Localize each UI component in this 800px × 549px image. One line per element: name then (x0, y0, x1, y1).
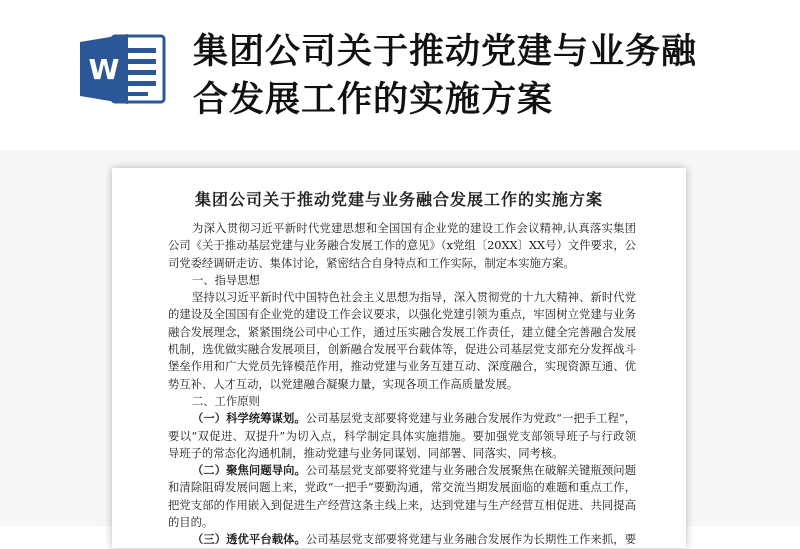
header-title (193, 28, 783, 124)
body-line: 为深入贯彻习近平新时代党建思想和全国国有企业党的建设工作会议精神,认真落实集团 (192, 222, 636, 235)
word-icon-letter: W (88, 53, 120, 86)
body-line: 和清除阻碍发展问题上来，党政“一把手”要勤沟通，常交流当期发展面临的难题和重点工作， (168, 481, 636, 495)
body-line: 坚持以习近平新时代中国特色社会主义思想为指导，深入贯彻党的十九大精神、新时代党 (192, 291, 636, 305)
header-title-line-2: 合发展工作的实施方案 (193, 80, 554, 120)
body-line: 公司《关于推动基层党建与业务融合发展工作的意见》（x党组〔20XX〕XX号）文件要求，公 (168, 239, 636, 253)
header-title-line-1: 集团公司关于推动党建与业务融 (193, 32, 698, 72)
body-line: 要以“双促进、双提升”为切入点，科学制定具体实施措施。要加强党支部领导班子与行政领 (168, 429, 636, 443)
body-line: 的目的。 (168, 516, 214, 530)
section-heading: 一、指导思想 (192, 273, 260, 287)
body-line: 导班子的常态化沟通机制，推动党建与业务同谋划、同部署、同落实、同考核。 (168, 446, 564, 460)
body-line: 把党支部的作用嵌入到促进生产经营这条主线上来，达到党建与生产经营互相促进、共同提高 (168, 498, 636, 512)
paragraph-text: 公司基层党支部要将党建与业务融合发展作为长期性工作来抓，要 (305, 533, 636, 547)
body-line: 司党委经调研走访、集体讨论，紧密结合自身特点和工作实际，制定本实施方案。 (168, 256, 575, 270)
body-line: 融合发展理念，紧紧围绕公司中心工作，通过压实融合发展工作责任，建立健全完善融合发展 (168, 325, 636, 339)
body-line: 机制，选优做实融合发展项目，创新融合发展平台载体等，促进公司基层党支部充分发挥战斗 (168, 343, 636, 357)
body-line (168, 531, 636, 548)
word-document-icon (78, 30, 170, 108)
document-title: 集团公司关于推动党建与业务融合发展工作的实施方案 (194, 190, 603, 209)
document-page (112, 168, 686, 548)
paragraph-text: 公司基层党支部要将党建与业务融合发展作为党政“一把手工程”， (305, 412, 636, 426)
paragraph-lead: （一）科学统筹谋划。 (192, 411, 306, 426)
body-line (168, 410, 636, 427)
document-body (168, 220, 636, 549)
section-heading: 二、工作原则 (192, 394, 260, 408)
header-banner (0, 0, 800, 150)
paragraph-text: 公司基层党支部要将党建与业务融合发展聚焦在破解关键瓶颈问题 (305, 464, 636, 478)
body-line: 堡垒作用和广大党员先锋模范作用，推动党建与业务互建互动、深度融合，实现资源互通、优 (168, 360, 636, 374)
body-line: 的建设及全国国有企业党的建设工作会议要求，以强化党建引领为重点，牢固树立党建与业务 (168, 308, 636, 322)
body-line: 势互补、人才互动，以党建融合凝聚力量，实现各项工作高质量发展。 (168, 377, 519, 391)
paragraph-lead: （三）透优平台载体。 (192, 532, 306, 547)
paragraph-lead: （二）聚焦问题导向。 (192, 463, 306, 478)
body-line (168, 462, 636, 479)
